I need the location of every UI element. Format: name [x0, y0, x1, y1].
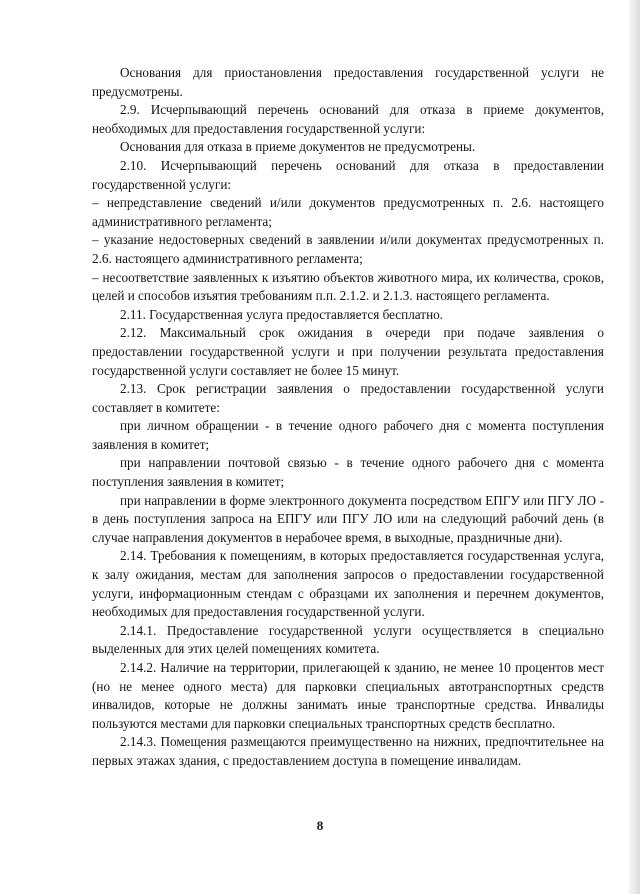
- paragraph-2-14-3: 2.14.3. Помещения размещаются преимущественно на нижних, предпочтительнее на первых этажах здания, с предоставлением доступа в помещение инвалидам.: [92, 734, 604, 768]
- paragraph-2-14-1: 2.14.1. Предоставление государственной услуги осуществляется в специально выделенных для этих целей помещениях комитета.: [92, 622, 604, 657]
- page-number: 8: [316, 818, 324, 833]
- list-item-dash: – указание недостоверных сведений в заявлении и/или документах предусмотренных п. 2.6. настоящего административного регламента;: [92, 232, 604, 266]
- paragraph-2-12: 2.12. Максимальный срок ожидания в очереди при подаче заявления о предоставлении государственной услуги и при получении результата предоставления государственной услуги составляет не более 15 минут.: [92, 325, 604, 378]
- paragraph-electronic: при направлении в форме электронного документа посредством ЕПГУ или ПГУ ЛО - в день поступления запроса на ЕПГУ или ПГУ ЛО или на следующий рабочий день (в случае направления документов в нерабочее время, в выходные, праздничные дни).: [92, 492, 604, 545]
- paragraph-suspension-grounds: Основания для приостановления предоставления государственной услуги не предусмотрены.: [92, 65, 604, 99]
- paragraph-2-9: 2.9. Исчерпывающий перечень оснований для отказа в приеме документов, необходимых для предоставления государственной услуги:: [92, 102, 604, 136]
- list-item-dash: – непредставление сведений и/или документов предусмотренных п. 2.6. настоящего административного регламента;: [92, 195, 604, 229]
- paragraph-2-11: 2.11. Государственная услуга предоставляется бесплатно.: [120, 306, 444, 322]
- list-item-dash: – несоответствие заявленных к изъятию объектов животного мира, их количества, сроков, целей и способов изъятия требованиям п.п. 2.1.2. и 2.1.3. настоящего регламента.: [92, 269, 604, 304]
- document-body: [92, 64, 604, 771]
- paragraph-2-10: 2.10. Исчерпывающий перечень оснований для отказа в предоставлении государственной услуги:: [92, 157, 604, 192]
- paragraph-2-14-2: 2.14.2. Наличие на территории, прилегающей к зданию, не менее 10 процентов мест (но не менее одного места) для парковки специальных автотранспортных средств инвалидов, которые не должны занимать иные транспортные средства. Инвалиды пользуются местами для парковки специальных транспортных средств бесплатно.: [92, 660, 604, 731]
- paragraph-personal-visit: при личном обращении - в течение одного рабочего дня с момента поступления заявления в комитет;: [92, 418, 604, 452]
- page-edge-shadow: [629, 0, 640, 894]
- paragraph-no-refusal-grounds: Основания для отказа в приеме документов не предусмотрены.: [120, 139, 476, 155]
- paragraph-2-14: 2.14. Требования к помещениям, в которых предоставляется государственная услуга, к залу ожидания, местам для заполнения запросов о предоставлении государственной услуги, информационным стендам с образцами их заполнения и перечнем документов, необходимых для предоставления государственной услуги.: [92, 548, 604, 620]
- paragraph-2-13: 2.13. Срок регистрации заявления о предоставлении государственной услуги составляет в комитете:: [92, 381, 604, 415]
- paragraph-postal: при направлении почтовой связью - в течение одного рабочего дня с момента поступления заявления в комитет;: [92, 455, 604, 490]
